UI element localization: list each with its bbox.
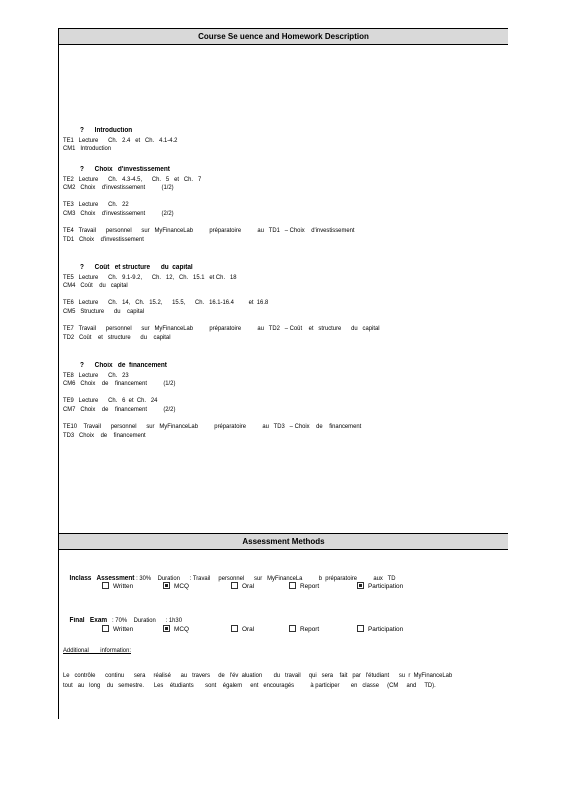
sequence-line: TE4 Travail personnel sur MyFinanceLab préparatoire au TD1 – Choix d'investissement	[63, 227, 355, 235]
section-topic: ? Choix d'investissement	[80, 166, 170, 173]
assessment-option[interactable]	[231, 626, 254, 634]
assessment-option-label: MCQ	[174, 626, 189, 634]
assessment-option[interactable]	[102, 626, 133, 634]
checkbox-icon[interactable]	[231, 582, 238, 589]
sequence-line: TE9 Lecture Ch. 6 et Ch. 24	[63, 397, 158, 405]
section-topic: ? Coût et structure du capital	[80, 264, 193, 271]
sequence-line: CM1 Introduction	[63, 145, 112, 153]
assessment-option[interactable]	[102, 583, 133, 591]
sequence-line: TD1 Choix d'investissement	[63, 235, 144, 243]
checkbox-icon[interactable]	[231, 625, 238, 632]
assessment-option-label: MCQ	[174, 583, 189, 591]
additional-information-line-2: tout au long du semestre. Les étudiants sont égalem ent encouragés à participer en classe (CM and TD).	[63, 682, 436, 689]
sequence-line: TD3 Choix de financement	[63, 431, 146, 439]
checked-checkbox-icon[interactable]	[163, 625, 170, 632]
sequence-line: TE1 Lecture Ch. 2.4 et Ch. 4.1-4.2	[63, 136, 178, 144]
sequence-line: CM2 Choix d'investissement (1/2)	[63, 184, 174, 192]
assessment-option[interactable]	[163, 626, 189, 634]
additional-information-line-1: Le contrôle continu sera réalisé au travers de l'év aluation du travail qui sera fait par l'étudiant su r MyFinanceLab	[63, 672, 453, 679]
sequence-line: TD2 Coût et structure du capital	[63, 333, 171, 341]
assessment-option-label: Oral	[242, 583, 255, 591]
final-exam-detail: : 70% Duration : 1h30	[107, 617, 182, 624]
assessment-methods-header: Assessment Methods	[58, 533, 508, 550]
inclass-assessment-label: Inclass Assessment	[69, 575, 135, 582]
assessment-option-label: Written	[113, 583, 134, 591]
sequence-line: CM3 Choix d'investissement (2/2)	[63, 209, 174, 217]
sequence-line: TE8 Lecture Ch. 23	[63, 371, 129, 379]
sequence-line: CM6 Choix de financement (1/2)	[63, 380, 176, 388]
section-topic: ? Choix de financement	[80, 362, 167, 369]
additional-information-label: Additional information:	[63, 647, 131, 654]
sequence-line: CM7 Choix de financement (2/2)	[63, 405, 176, 413]
assessment-option[interactable]	[357, 583, 403, 591]
assessment-option-label: Participation	[368, 626, 404, 634]
final-exam-label: Final Exam	[69, 617, 108, 624]
checked-checkbox-icon[interactable]	[357, 582, 364, 589]
sequence-line: TE6 Lecture Ch. 14, Ch. 15.2, 15.5, Ch. 16.1-16.4 et 16.8	[63, 299, 269, 307]
section-topic: ? Introduction	[80, 127, 133, 134]
assessment-option[interactable]	[289, 583, 319, 591]
inclass-assessment-detail: : 30% Duration : Travail personnel sur MyFinanceLa b préparatoire aux TD	[134, 575, 396, 582]
sequence-line: TE2 Lecture Ch. 4.3-4.5, Ch. 5 et Ch. 7	[63, 175, 202, 183]
sequence-line: TE3 Lecture Ch. 22	[63, 201, 129, 209]
assessment-option-label: Report	[300, 583, 320, 591]
course-sequence-header: Course Se uence and Homework Description	[58, 28, 508, 45]
assessment-option-label: Participation	[368, 583, 404, 591]
sequence-line: TE7 Travail personnel sur MyFinanceLab préparatoire au TD2 – Coût et structure du capital	[63, 325, 380, 333]
checkbox-icon[interactable]	[357, 625, 364, 632]
assessment-option-label: Report	[300, 626, 320, 634]
sequence-line: CM4 Coût du capital	[63, 282, 128, 290]
checkbox-icon[interactable]	[102, 625, 109, 632]
checked-checkbox-icon[interactable]	[163, 582, 170, 589]
sequence-line: TE10 Travail personnel sur MyFinanceLab préparatoire au TD3 – Choix de financement	[63, 423, 362, 431]
assessment-option[interactable]	[231, 583, 254, 591]
sequence-line: TE5 Lecture Ch. 9.1-9.2, Ch. 12, Ch. 15.1 et Ch. 18	[63, 273, 237, 281]
checkbox-icon[interactable]	[102, 582, 109, 589]
checkbox-icon[interactable]	[289, 582, 296, 589]
sequence-line: CM5 Structure du capital	[63, 307, 145, 315]
assessment-option[interactable]	[289, 626, 319, 634]
checkbox-icon[interactable]	[289, 625, 296, 632]
assessment-option[interactable]	[357, 626, 403, 634]
assessment-option-label: Oral	[242, 626, 255, 634]
assessment-option-label: Written	[113, 626, 134, 634]
assessment-option[interactable]	[163, 583, 189, 591]
